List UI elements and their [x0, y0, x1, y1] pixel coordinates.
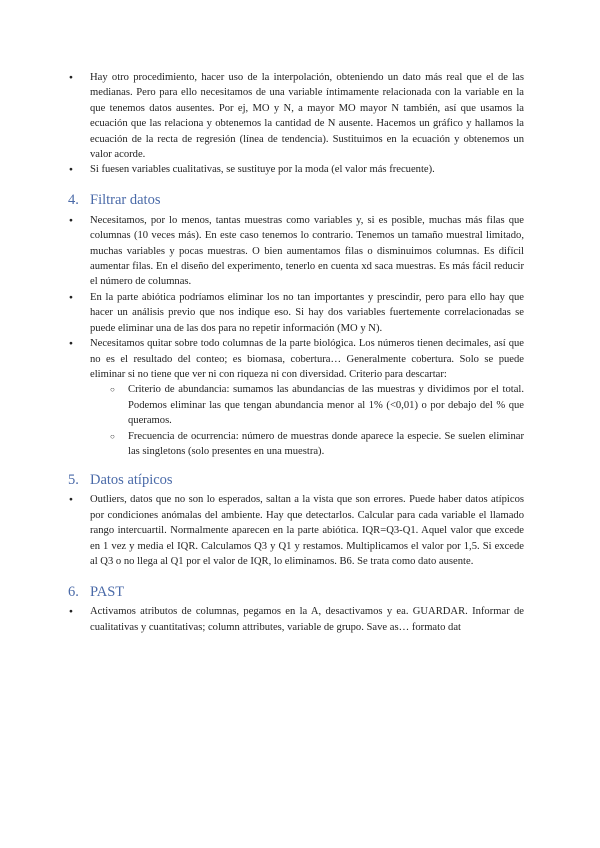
sub-list-item: ○ Frecuencia de ocurrencia: número de muestras donde aparece la especie. Se suelen eliminar las singletons (solo presentes en una muestra).	[128, 429, 524, 460]
section-heading-filtrar-datos	[68, 191, 524, 209]
list-item: ● Necesitamos, por lo menos, tantas muestras como variables y, si es posible, muchas más filas que columnas (10 veces más). En este caso tenemos lo contrario. Tenemos un tamaño muestral limitado, muchas variables y pocas muestras. O bien aumentamos filas o disminuimos columnas. Es difícil aumentar filas. En el diseño del experimento, tenerlo en cuenta xd saca muestras. Es más fácil reducir el número de columnas.	[90, 213, 524, 290]
criteria-sub-list	[128, 382, 524, 459]
atipicos-bullet-list	[90, 492, 524, 569]
list-item: ● Si fuesen variables cualitativas, se sustituye por la moda (el valor más frecuente).	[90, 162, 524, 177]
section-title: Datos atípicos	[90, 472, 173, 489]
past-bullet-list	[90, 604, 524, 635]
list-item: ● Activamos atributos de columnas, pegamos en la A, desactivamos y ea. GUARDAR. Informar de cualitativas y cuantitativas; column attributes, variable de grupo. Save as… formato dat	[90, 604, 524, 635]
list-item: ● Hay otro procedimiento, hacer uso de la interpolación, obteniendo un dato más real que el de las medianas. Pero para ello necesitamos de una variable íntimamente relacionada con la variable en la que tenemos datos ausentes. Por ej, MO y N, a mayor MO mayor N también, así que usamos la ecuación que las relaciona y obtenemos la cantidad de N ausente. Hacemos un gráfico y hallamos la ecuación de la recta de regresión (línea de tendencia). Sustituimos en la ecuación y obtenemos un valor acorde.	[90, 70, 524, 162]
sub-list-item: ○ Criterio de abundancia: sumamos las abundancias de las muestras y dividimos por el total. Podemos eliminar las que tengan abundancia menor al 1% (<0,01) o por debajo del % que queramos.	[128, 382, 524, 428]
list-item	[90, 336, 524, 459]
intro-bullet-list	[90, 70, 524, 178]
section-heading-datos-atipicos	[68, 471, 524, 489]
section-number: 4.	[68, 191, 79, 208]
section-title: PAST	[90, 584, 125, 601]
list-item: ● En la parte abiótica podríamos eliminar los no tan importantes y prescindir, pero para ello hay que hacer un análisis previo que nos indique eso. Si hay dos variables fuertemente correlacionadas se puede eliminar una de las dos para no repetir información (MO y N).	[90, 290, 524, 336]
section-title: Filtrar datos	[90, 191, 161, 208]
section-number: 6.	[68, 584, 79, 601]
section-heading-past	[68, 583, 524, 601]
list-item: ● Outliers, datos que no son lo esperados, saltan a la vista que son errores. Puede haber datos atípicos por condiciones anómalas del ambiente. Hay que detectarlos. Calcular para cada variable el llamado rango intercuartil. Normalmente aparecen en la parte abiótica. IQR=Q3-Q1. Aquel valor que excede en 1 vez y media el IQR. Calculamos Q3 y Q1 y restamos. Multiplicamos el valor por 1,5. Si excede al Q3 o no llega al Q1 por el valor de IQR, lo eliminamos. B6. Se trata como dato ausente.	[90, 492, 524, 569]
list-item-text: Necesitamos quitar sobre todo columnas de la parte biológica. Los números tienen decimales, así que no es el resultado del conteo; es biomasa, cobertura… Generalmente cobertura. Solo se puede eliminar si no tiene que ver ni con riqueza ni con diversidad. Criterio para descartar:	[90, 338, 524, 380]
filtrar-bullet-list	[90, 213, 524, 460]
section-number: 5.	[68, 472, 79, 489]
